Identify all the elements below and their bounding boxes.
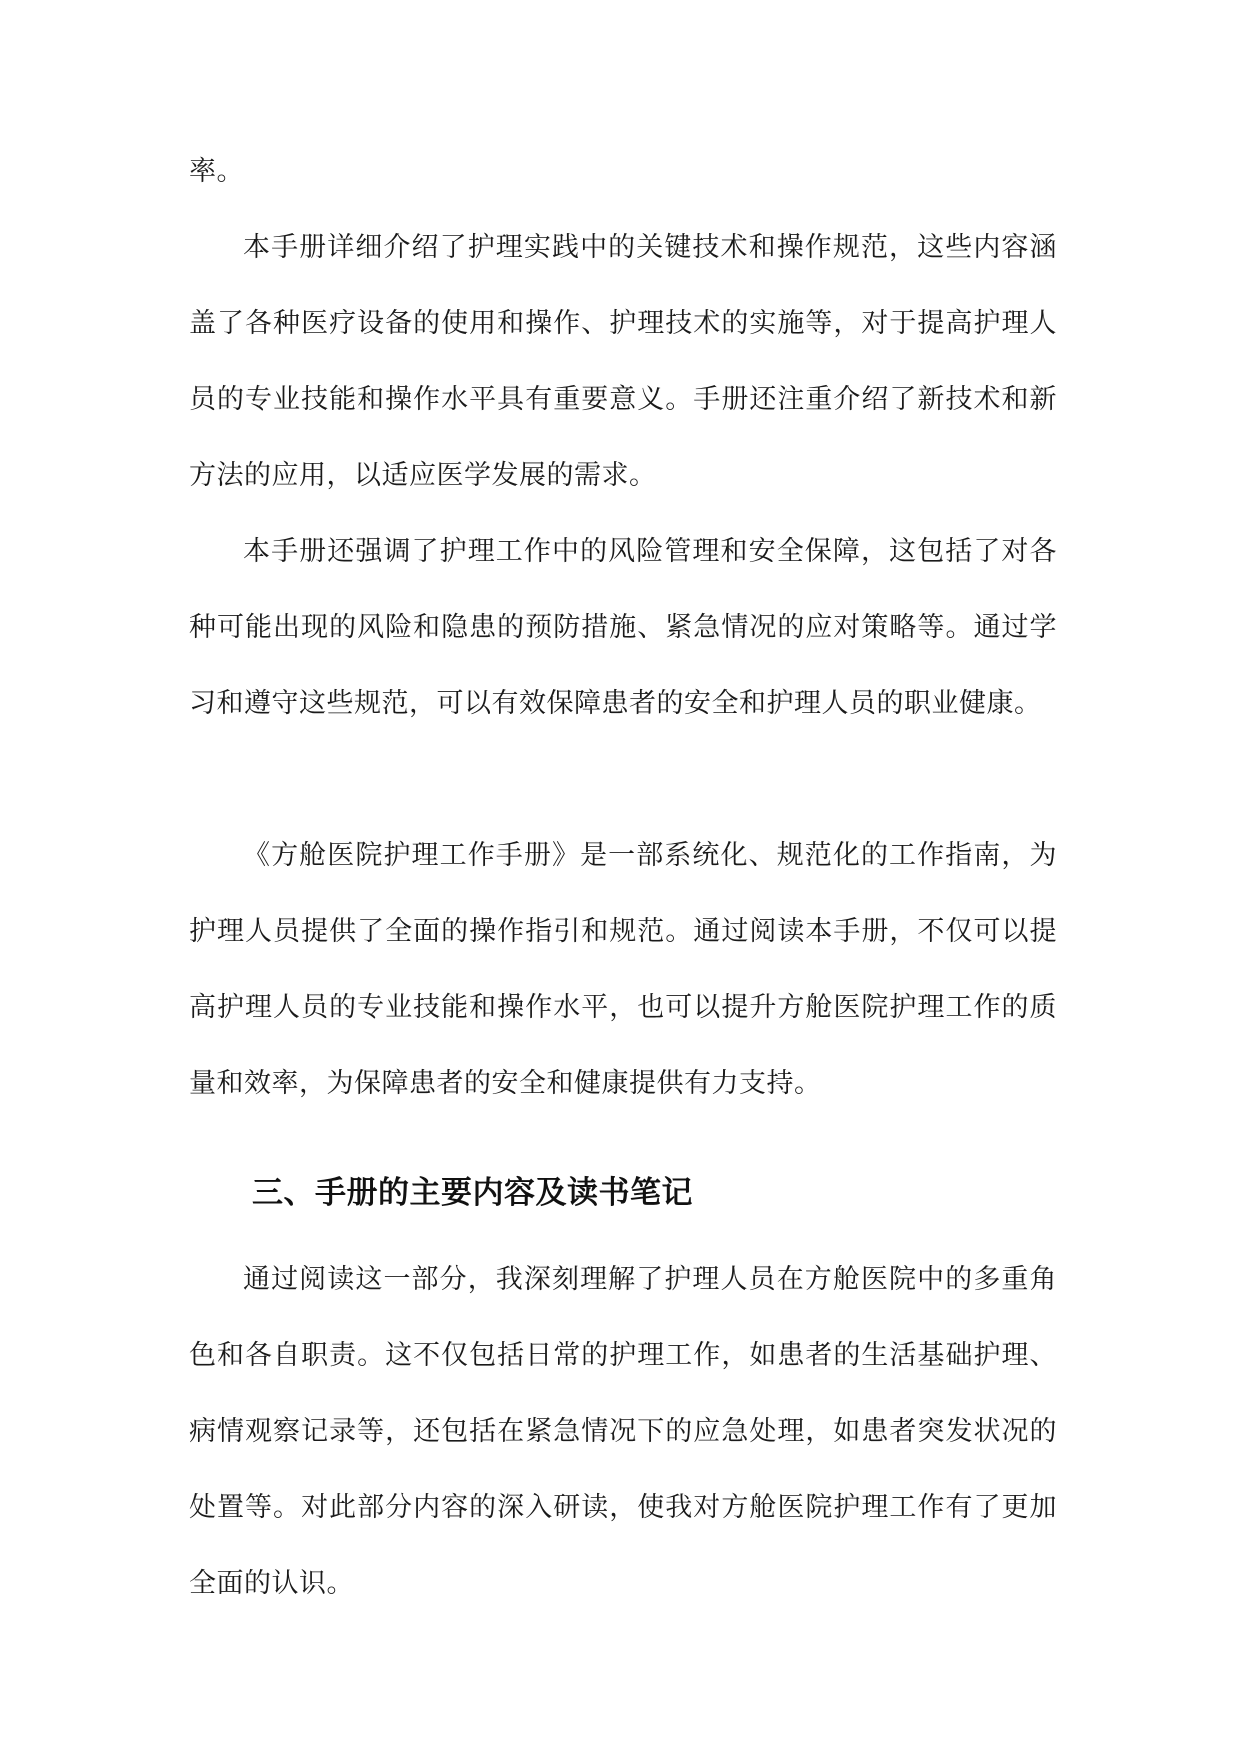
paragraph-reading-notes: 通过阅读这一部分，我深刻理解了护理人员在方舱医院中的多重角色和各自职责。这不仅包括日常的护理工作，如患者的生活基础护理、病情观察记录等，还包括在紧急情况下的应急处理，如患者突发状况的处置等。对此部分内容的深入研读，使我对方舱医院护理工作有了更加全面的认识。 — [189, 1264, 1057, 1599]
section-heading: 三、手册的主要内容及读书笔记 — [252, 1175, 693, 1211]
paragraph-manual-summary: 《方舱医院护理工作手册》是一部系统化、规范化的工作指南，为护理人员提供了全面的操作指引和规范。通过阅读本手册，不仅可以提高护理人员的专业技能和操作水平，也可以提升方舱医院护理工作的质量和效率，为保障患者的安全和健康提供有力支持。 — [189, 840, 1057, 1099]
paragraph-continuation: 率。 — [189, 156, 244, 187]
paragraph-risk-management: 本手册还强调了护理工作中的风险管理和安全保障，这包括了对各种可能出现的风险和隐患的预防措施、紧急情况的应对策略等。通过学习和遵守这些规范，可以有效保障患者的安全和护理人员的职业健康。 — [189, 536, 1057, 719]
paragraph-key-techniques: 本手册详细介绍了护理实践中的关键技术和操作规范，这些内容涵盖了各种医疗设备的使用和操作、护理技术的实施等，对于提高护理人员的专业技能和操作水平具有重要意义。手册还注重介绍了新技术和新方法的应用，以适应医学发展的需求。 — [189, 232, 1057, 491]
